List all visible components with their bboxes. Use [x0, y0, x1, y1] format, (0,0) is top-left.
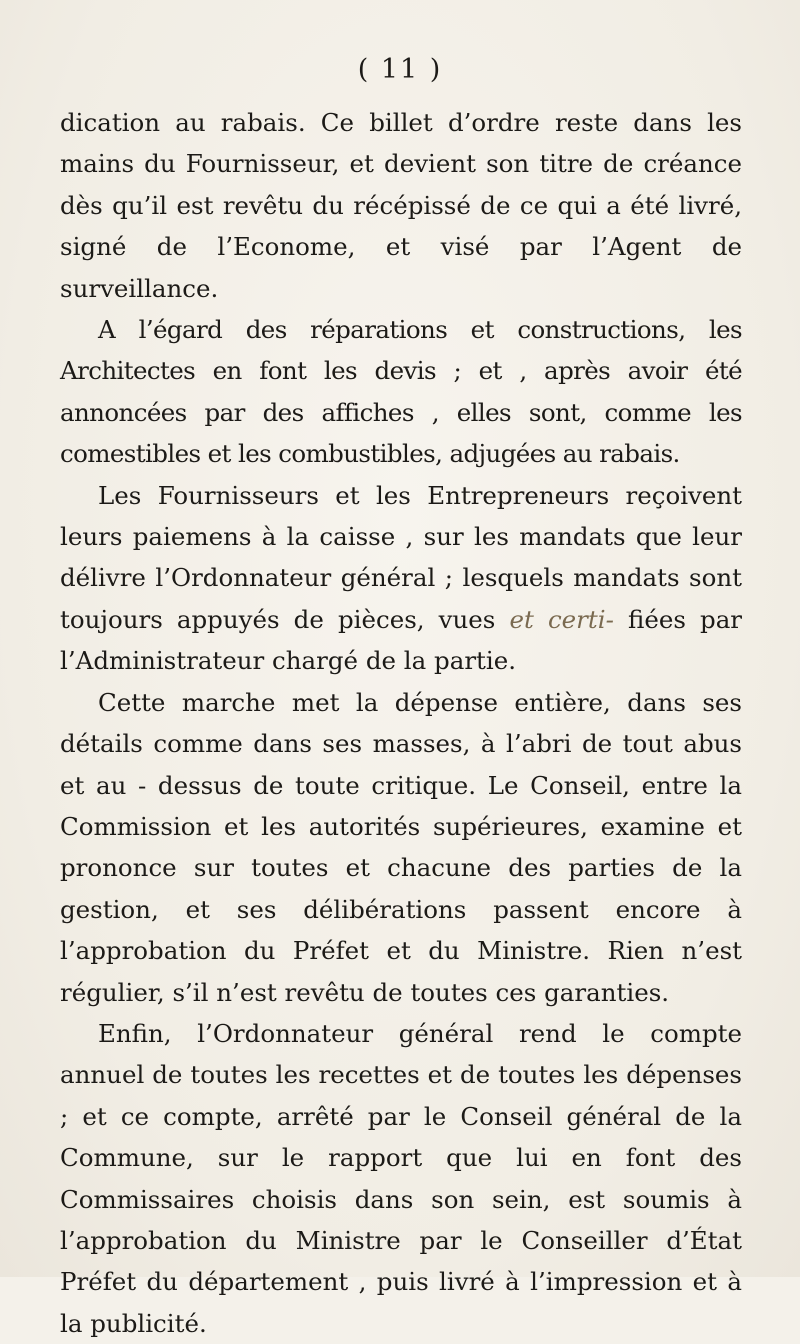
paragraph-3-text: Les Fournisseurs et les Entrepreneurs reçoivent leurs paiemens à la caisse , sur les mandats que leur délivre l’Ordonnateur général ; lesquels mandats sont toujours appuyés de pièces, vues — [60, 480, 742, 634]
paragraph-5: Enfin, l’Ordonnateur général rend le compte annuel de toutes les recettes et de toutes les dépenses ; et ce compte, arrêté par le Conseil général de la Commune, sur le rapport que lui en font des Commissaires choisis dans son sein, est soumis à l’approbation du Ministre par le Conseiller d’État Préfet du département , puis livré à l’impression et à la publicité. — [60, 1018, 742, 1338]
page-number: ( 11 ) — [357, 54, 443, 85]
paragraph-1: dication au rabais. Ce billet d’ordre reste dans les mains du Fournisseur, et devient son titre de créance dès qu’il est revêtu du récépissé de ce qui a été livré, signé de l’Econome, et visé par l’Agent de surveillance. — [60, 108, 742, 303]
paragraph-4: Cette marche met la dépense entière, dans ses détails comme dans ses masses, à l’abri de tout abus et au - dessus de toute critique. Le Conseil, entre la Commission et les autorités supérieures, examine et prononce sur toutes et chacune des parties de la gestion, et ses délibérations passent encore à l’approbation du Préfet et du Ministre. Rien n’est régulier, s’il n’est revêtu de toutes ces garanties. — [60, 687, 742, 1007]
paragraph-3 — [60, 475, 742, 682]
paragraph-2: A l’égard des réparations et constructions, les Architectes en font les devis ; et , après avoir été annoncées par des affiches , elles sont, comme les comestibles et les combustibles, adjugées au rabais. — [60, 315, 742, 469]
body-text — [60, 102, 742, 1344]
paragraph-3-end: fiées par l’Administrateur chargé de la partie. — [60, 604, 743, 676]
handwritten-insert: et certi- — [509, 604, 614, 634]
